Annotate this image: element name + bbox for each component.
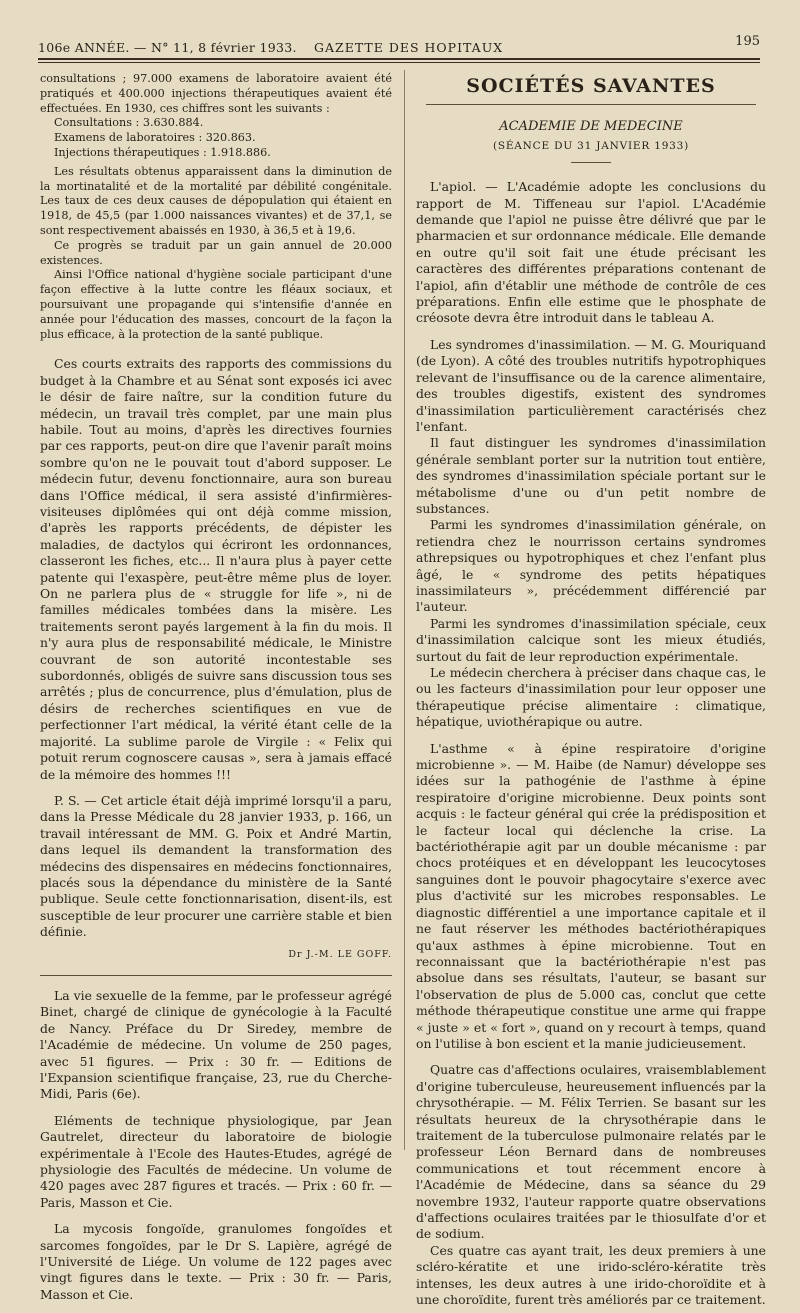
paragraph: Ce progrès se traduit par un gain annuel de 20.000 existences. xyxy=(40,238,392,267)
title-rule xyxy=(426,104,756,105)
header-rule xyxy=(38,58,760,60)
paragraph: Les résultats obtenus apparaissent dans la diminution de la mortinatalité et de la mortalité par débilité congénitale. Les taux de ces deux causes de dépopulation qui étaient en 1918, de 45,5 (par 1.000 naissances vivantes) et de 37,1, se sont respectivement abaissés en 1930, à 36,5 et à 19,6. xyxy=(40,164,392,237)
academy-heading: ACADEMIE DE MEDECINE xyxy=(499,119,683,135)
postscript: P. S. — Cet article était déjà imprimé lorsqu'il a paru, dans la Presse Médicale du 28 janvier 1933, p. 166, un travail intéressant de MM. G. Poix et André Martin, dans lequel ils demandent la transformation des médecins des dispensaires en médecins fonctionnaires, placés sous la dépendance du ministère de la Santé publique. Seule cette fonctionnarisation, disent-ils, est susceptible de leur procurer une carrière stable et bien définie. xyxy=(40,792,392,940)
book-review: Eléments de technique physiologique, par Jean Gautrelet, directeur du laboratoire de biologie expérimentale à l'Ecole des Hautes-Etudes, agrégé de physiologie des Facultés de médecine. Un volume de 420 pages avec 287 figures et tracés. — Prix : 60 fr. — Paris, Masson et Cie. xyxy=(40,1112,392,1210)
paragraph: Ces courts extraits des rapports des commissions du budget à la Chambre et au Sénat sont exposés ici avec le désir de faire naître, sur la condition future du médecin, un travail très complet, par une main plus habile. Tout au moins, d'après les directives fournies par ces rapports, peut-on dire que l'avenir paraît moins sombre qu'on ne le pouvait tout d'abord supposer. Le médecin futur, devenu fonctionnaire, aura son bureau dans l'Office médical, il sera assisté d'infirmières-visiteuses diplômées qui ont déjà comme mission, d'après les rapports précédents, de dépister les maladies, de dactylos qui écriront les ordonnances, classeront les fiches, etc... Il n'aura plus à payer cette patente qui l'exaspère, peut-être même plus de loyer. On ne parlera plus de « struggle for life », ni de familles médicales tombées dans la misère. Les traitements seront payés largement à la fin du mois. Il n'y aura plus de responsabilité médicale, le Ministre couvrant de son autorité incontestable ses subordonnés, obligés de suivre sans discussion tous ses arrêtés ; plus de concurrence, plus d'émulation, plus de désirs de recherches scientifiques en vue de perfectionner l'art médical, la vérité étant celle de la majorité. La sublime parole de Virgile : « Felix qui potuit rerum cognoscere causas », sera à jamais effacé de la mémoire des hommes !!! xyxy=(40,356,392,782)
section-rule xyxy=(40,975,392,976)
right-column xyxy=(416,72,766,1308)
book-review: La mycosis fongoïde, granulomes fongoïdes et sarcomes fongoïdes, par le Dr S. Lapière, agrégé de l'Université de Liége. Un volume de 122 pages avec vingt figures dans le texte. — Prix : 30 fr. — Paris, Masson et Cie. xyxy=(40,1221,392,1302)
left-column xyxy=(40,72,392,1313)
session-date: (SÉANCE DU 31 JANVIER 1933) xyxy=(492,139,690,152)
section-title: SOCIÉTÉS SAVANTES xyxy=(466,75,716,97)
paragraph: Ces quatre cas ayant trait, les deux premiers à une scléro-kératite et une irido-scléro-kératite très intenses, les deux autres à une irido-choroïdite et à une choroïdite, furent très améliorés par ce traitement. xyxy=(416,1242,766,1308)
article-inassimilation: Les syndromes d'inassimilation. — M. G. Mouriquand (de Lyon). A côté des troubles nutritifs hypotrophiques relevant de l'insuffisance ou de la carence alimentaire, des troubles digestifs, existent des syndromes d'inassimilation particulièrement caractérisés chez l'enfant. xyxy=(416,336,767,434)
author-signature: Dr J.-M. LE GOFF. xyxy=(288,948,392,960)
paragraph: Le médecin cherchera à préciser dans chaque cas, le ou les facteurs d'inassimilation pour leur opposer une thérapeutique précise alimentaire : climatique, hépatique, uviothérapique ou autre. xyxy=(416,665,766,730)
header-rule-thin xyxy=(38,62,760,63)
paragraph: Parmi les syndromes d'inassimilation spéciale, ceux d'inassimilation calcique sont les mieux étudiés, surtout du fait de leur reproduction expérimentale. xyxy=(416,615,766,664)
paragraph: consultations ; 97.000 examens de laboratoire avaient été pratiqués et 400.000 injections thérapeutiques avaient été effectuées. En 1930, ces chiffres sont les suivants : xyxy=(40,72,392,115)
paragraph: Parmi les syndromes d'inassimilation générale, on retiendra chez le nourrisson certains syndromes athrepsiques ou hypotrophiques et chez l'enfant plus âgé, le « syndrome des petits hépatiques inassimilateurs », précédemment différencié par l'auteur. xyxy=(416,517,766,615)
page-header xyxy=(38,36,760,56)
paragraph: Ainsi l'Office national d'hygiène sociale participant d'une façon effective à la lutte contre les fléaux sociaux, et poursuivant une propagande qui s'intensifie d'année en année pour l'éducation des masses, concourt de la façon la plus efficace, à la protection de la santé publique. xyxy=(40,268,392,341)
short-rule xyxy=(571,162,611,163)
column-divider xyxy=(404,70,405,1150)
article-apiol: L'apiol. — L'Académie adopte les conclusions du rapport de M. Tiffeneau sur l'apiol. L'Académie demande que l'apiol ne puisse être délivré que par le pharmacien et sur ordonnance médicale. Elle demande en outre qu'il soit fait une étude précisant les caractères des différentes préparations contenant de l'apiol, afin d'établir une méthode de contrôle de ces préparations. Enfin elle estime que le phosphate de créosote devra être introduit dans le tableau A. xyxy=(416,179,766,326)
stat-line: Examens de laboratoires : 320.863. xyxy=(54,131,256,145)
page-number: 195 xyxy=(735,34,760,49)
journal-title: GAZETTE DES HOPITAUX xyxy=(314,40,504,55)
book-review: La vie sexuelle de la femme, par le professeur agrégé Binet, chargé de clinique de gynécologie à la Faculté de Nancy. Préface du Dr Siredey, membre de l'Académie de médecine. Un volume de 250 pages, avec 51 figures. — Prix : 30 fr. — Editions de l'Expansion scientifique française, 23, rue du Cherche-Midi, Paris (6e). xyxy=(40,987,392,1102)
stat-line: Consultations : 3.630.884. xyxy=(54,116,204,130)
article-asthme: L'asthme « à épine respiratoire d'origine microbienne ». — M. Haibe (de Namur) développe ses idées sur la pathogénie de l'asthme à épine respiratoire d'origine microbienne. Deux points sont acquis : le facteur général qui crée la prédisposition et le facteur local qui déclenche la crise. La bactériothérapie agit par un double mécanisme : par chocs protéiques et en développant les leucocytoses sanguines dont le pouvoir phagocytaire s'exerce avec plus d'activité sur les microbes responsables. Le diagnostic différentiel a une importance capitale et il ne faut réserver les méthodes bactériothérapiques qu'aux asthmes à épine microbienne. Tout en reconnaissant que la bactériothérapie n'est pas absolue dans ses résultats, l'auteur, se basant sur l'observation de plus de 5.000 cas, conclut que cette méthode thérapeutique constitue une arme qui frappe « juste » et « fort », quand on y recourt à temps, quand on l'utilise à bon escient et la manie judicieusement. xyxy=(416,740,766,1051)
paragraph: Il faut distinguer les syndromes d'inassimilation générale semblant porter sur la nutrition tout entière, des syndromes d'inassimilation spéciale portant sur le métabolisme d'une ou d'un petit nombre de substances. xyxy=(416,435,766,516)
issue-info: 106e ANNÉE. — N° 11, 8 février 1933. xyxy=(38,40,297,55)
article-chrysotherapie: Quatre cas d'affections oculaires, vraisemblablement d'origine tuberculeuse, heureusement influencés par la chrysothérapie. — M. Félix Terrien. Se basant sur les résultats heureux de la chrysothérapie dans le traitement de la tuberculose pulmonaire relatés par le professeur Léon Bernard dans de nombreuses communications et tout récemment encore à l'Académie de Médecine, dans sa séance du 29 novembre 1932, l'auteur rapporte quatre observations d'affections oculaires traitées par le thiosulfate d'or et de sodium. xyxy=(416,1062,766,1242)
stat-line: Injections thérapeutiques : 1.918.886. xyxy=(54,145,271,159)
